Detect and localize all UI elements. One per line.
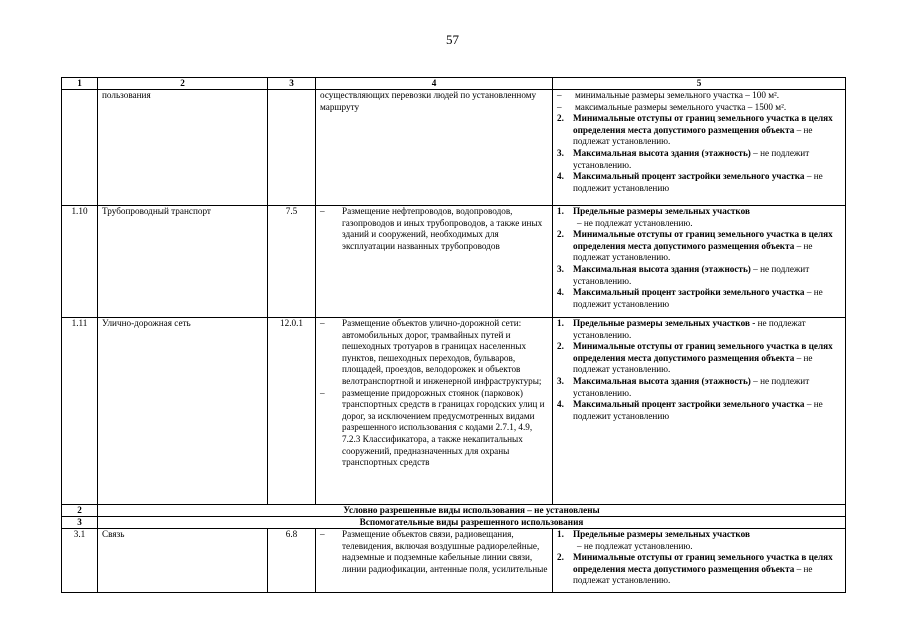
param-dash-item: – максимальные размеры земельного участка – 1500 м². xyxy=(557,102,841,114)
header-cell: 5 xyxy=(553,78,846,90)
row-description xyxy=(316,206,553,318)
row-code: 1.10 xyxy=(62,206,98,318)
table-row xyxy=(62,90,846,206)
header-cell: 2 xyxy=(98,78,268,90)
row-description xyxy=(316,318,553,505)
section-row xyxy=(62,517,846,529)
param-item: 3. Максимальная высота здания (этажность) – не подлежит установлению. xyxy=(557,147,810,170)
param-item: 1. Предельные размеры земельных участков – не подлежат установлению. xyxy=(557,206,750,228)
param-item: 2. Минимальные отступы от границ земельного участка в целях определения места допустимого размещения объекта – не подлежат установлению. xyxy=(557,229,833,263)
section-number: 3 xyxy=(62,517,98,529)
row-classifier-code: 12.0.1 xyxy=(268,318,316,505)
description-item: – размещение придорожных стоянок (парковок) транспортных средств в границах городских улиц и дорог, за исключением предусмотренных видами разрешенного использования с кодами 2.7.1, 4.9, 7.2.3 Классификатора, а также некапитальных сооружений, предназначенных для охраны транспортных средств xyxy=(320,388,548,469)
table-row xyxy=(62,529,846,593)
row-name: пользования xyxy=(98,90,268,206)
description-item: – Размещение объектов улично-дорожной сети: автомобильных дорог, трамвайных путей и пешеходных тротуаров в границах населенных пунктов, пешеходных переходов, бульваров, площадей, проездов, велодорожек и объектов велотранспортной и инженерной инфраструктуры; xyxy=(320,318,548,388)
param-item: 1. Предельные размеры земельных участков – не подлежат установлению. xyxy=(557,529,750,551)
row-code: 3.1 xyxy=(62,529,98,593)
row-parameters xyxy=(553,529,846,593)
table-row xyxy=(62,318,846,505)
param-item: 3. Максимальная высота здания (этажность) – не подлежит установлению. xyxy=(557,263,810,286)
section-number: 2 xyxy=(62,505,98,517)
param-item: 4. Максимальный процент застройки земельного участка – не подлежит установлению xyxy=(557,399,823,421)
row-classifier-code xyxy=(268,90,316,206)
page-number: 57 xyxy=(446,32,459,47)
row-parameters xyxy=(553,90,846,206)
row-description: осуществляющих перевозки людей по установленному маршруту xyxy=(316,90,553,206)
section-title: Вспомогательные виды разрешенного использования xyxy=(98,517,846,529)
row-code xyxy=(62,90,98,206)
row-code: 1.11 xyxy=(62,318,98,505)
description-item: – Размещение объектов связи, радиовещания, телевидения, включая воздушные радиорелейные, надземные и подземные кабельные линии связи, линии радиофикации, антенные поля, усилительные xyxy=(320,529,548,575)
row-classifier-code: 7.5 xyxy=(268,206,316,318)
land-use-table xyxy=(61,77,846,593)
header-cell: 1 xyxy=(62,78,98,90)
param-dash-item: – минимальные размеры земельного участка – 100 м². xyxy=(557,90,841,102)
table-row xyxy=(62,206,846,318)
param-item: 4. Максимальный процент застройки земельного участка – не подлежит установлению xyxy=(557,171,823,193)
param-item: 4. Максимальный процент застройки земельного участка – не подлежит установлению xyxy=(557,287,823,309)
row-description xyxy=(316,529,553,593)
param-item: 2. Минимальные отступы от границ земельного участка в целях определения места допустимого размещения объекта – не подлежат установлению. xyxy=(557,113,833,147)
row-classifier-code: 6.8 xyxy=(268,529,316,593)
section-row xyxy=(62,505,846,517)
param-item: 1. Предельные размеры земельных участков - не подлежат установлению. xyxy=(557,318,806,340)
row-parameters xyxy=(553,206,846,318)
row-name: Трубопроводный транспорт xyxy=(98,206,268,318)
header-cell: 4 xyxy=(316,78,553,90)
param-item: 3. Максимальная высота здания (этажность) – не подлежит установлению. xyxy=(557,375,810,398)
row-name: Связь xyxy=(98,529,268,593)
header-cell: 3 xyxy=(268,78,316,90)
description-item: – Размещение нефтепроводов, водопроводов, газопроводов и иных трубопроводов, а также иных зданий и сооружений, необходимых для эксплуатации названных трубопроводов xyxy=(320,206,548,252)
param-item: 2. Минимальные отступы от границ земельного участка в целях определения места допустимого размещения объекта – не подлежат установлению. xyxy=(557,552,833,586)
row-name: Улично-дорожная сеть xyxy=(98,318,268,505)
table-header-row xyxy=(62,78,846,90)
row-parameters xyxy=(553,318,846,505)
section-title: Условно разрешенные виды использования – не установлены xyxy=(98,505,846,517)
param-item: 2. Минимальные отступы от границ земельного участка в целях определения места допустимого размещения объекта – не подлежат установлению. xyxy=(557,341,833,375)
